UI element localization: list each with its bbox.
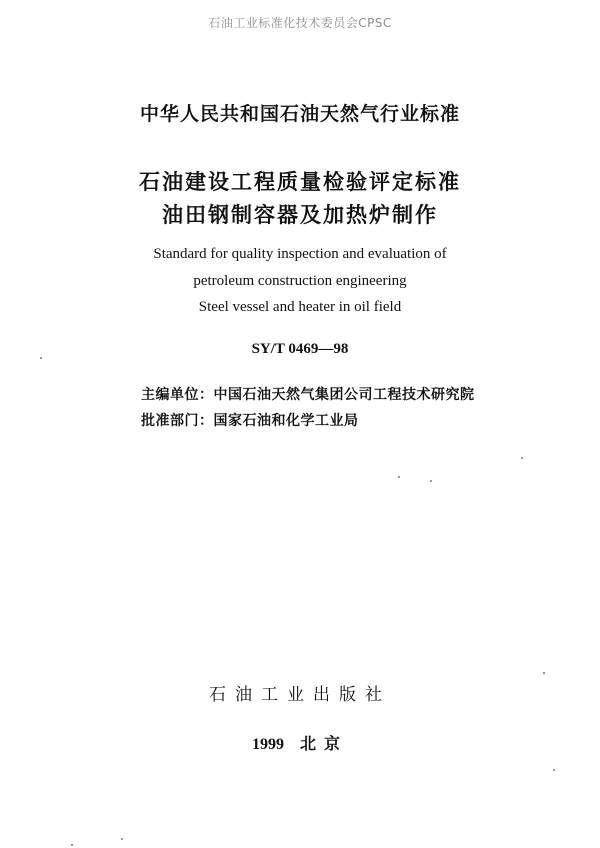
chinese-title-line-1: 石油建设工程质量检验评定标准: [139, 170, 461, 194]
scan-speck: [40, 357, 42, 359]
scan-speck: [521, 457, 523, 459]
industry-standard-heading: 中华人民共和国石油天然气行业标准: [139, 103, 460, 125]
standard-code: SY/T 0469—98: [251, 341, 349, 357]
drafting-unit-value: 中国石油天然气集团公司工程技术研究院: [213, 387, 475, 403]
chinese-title-line-2: 油田钢制容器及加热炉制作: [162, 203, 438, 227]
english-title-line-3: Steel vessel and heater in oil field: [198, 299, 402, 315]
publication-city: 北京: [299, 734, 348, 753]
english-title-line-2: petroleum construction engineering: [193, 273, 407, 289]
scan-speck: [430, 480, 432, 482]
scan-speck: [553, 769, 555, 771]
scan-speck: [71, 844, 73, 846]
watermark: 石油工业标准化技术委员会CPSC: [208, 16, 392, 30]
publication-year: 1999: [251, 736, 284, 753]
drafting-unit-label: 主编单位 ：: [141, 387, 214, 403]
english-title-line-1: Standard for quality inspection and evaluation of: [153, 246, 447, 262]
approving-department: [141, 410, 359, 430]
scan-speck: [121, 838, 123, 840]
publisher-name: 石油工业出版社: [209, 685, 391, 705]
scan-speck: [543, 672, 545, 674]
approving-department-value: 国家石油和化学工业局: [213, 413, 359, 429]
publication-year-city: [0, 731, 600, 754]
approving-department-label: 批准部门 ：: [141, 413, 214, 429]
scan-speck: [398, 476, 400, 478]
drafting-unit: [141, 384, 475, 404]
